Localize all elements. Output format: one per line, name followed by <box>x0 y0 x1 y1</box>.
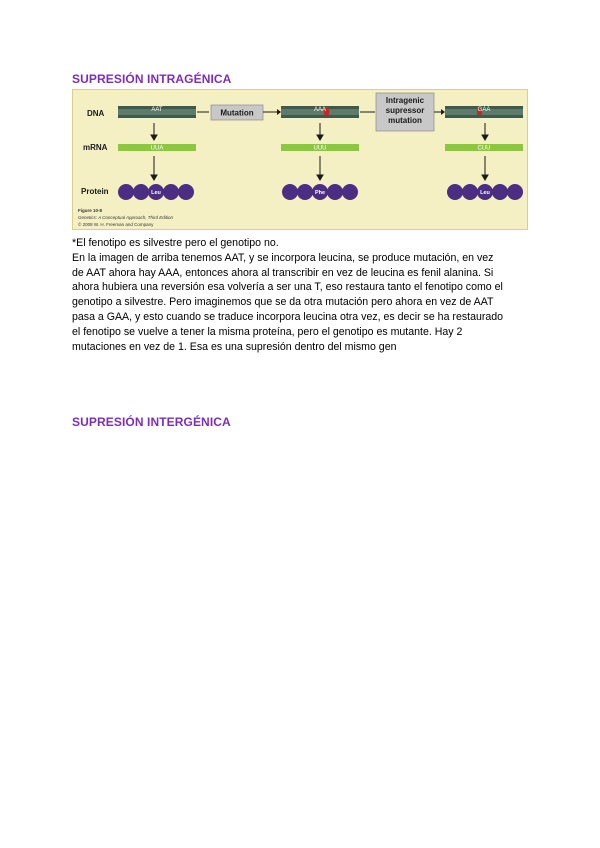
suppression-figure <box>72 89 528 230</box>
dna-bar-3 <box>445 106 523 118</box>
protein-chain-1 <box>118 184 194 200</box>
protein-chain-2 <box>282 184 358 200</box>
label-protein: Protein <box>81 187 109 196</box>
caption-figure-number: Figure 10-8 <box>78 208 103 213</box>
dna-seq-1: AAT <box>151 107 163 113</box>
arrows-transcription <box>151 123 488 140</box>
mrna-bar-1 <box>118 144 196 152</box>
heading-intergenic-suppression: SUPRESIÓN INTERGÉNICA <box>72 415 231 429</box>
paragraph-line: ahora hubiera una reversión esa volvería a ser una T, eso restaura tanto el fenotipo como el <box>72 281 503 294</box>
mutation-box <box>211 105 263 120</box>
amino-acid-1: Leu <box>151 190 161 196</box>
protein-chain-3 <box>447 184 523 200</box>
caption-book: Genetics: A Conceptual Approach, Third Edition <box>78 215 174 220</box>
caption-copyright: © 2008 W. H. Freeman and Company <box>78 222 154 227</box>
suppressor-line-2: supressor <box>385 106 425 115</box>
paragraph-line: genotipo a silvestre. Pero imaginemos que se da otra mutación pero ahora en vez de AAT <box>72 296 494 309</box>
label-dna: DNA <box>87 109 105 118</box>
paragraph-line: de AAT ahora hay AAA, entonces ahora al transcribir en vez de leucina es fenil alanina. Si <box>72 266 494 279</box>
paragraph-line: el fenotipo se vuelve a tener la misma proteína, pero el genotipo es mutante. Hay 2 <box>72 325 463 338</box>
intragenic-suppressor-box <box>376 93 434 131</box>
dna-bar-2 <box>281 106 359 118</box>
mrna-seq-1: UUA <box>150 145 164 152</box>
suppressor-line-1: Intragenic <box>385 96 425 105</box>
arrows-translation <box>151 156 488 180</box>
explanation-text <box>72 236 534 354</box>
paragraph-line: mutaciones en vez de 1. Esa es una supresión dentro del mismo gen <box>72 340 397 353</box>
paragraph-line: En la imagen de arriba tenemos AAT, y se incorpora leucina, se produce mutación, en vez <box>72 251 494 264</box>
figure-diagram <box>73 90 529 231</box>
note-line: *El fenotipo es silvestre pero el genotipo no. <box>72 237 279 249</box>
amino-acid-2: Phe <box>314 190 326 196</box>
label-mrna: mRNA <box>83 143 108 152</box>
paragraph-line: pasa a GAA, y esto cuando se traduce incorpora leucina otra vez, es decir se ha restaurado <box>72 310 504 323</box>
amino-acid-3: Leu <box>480 190 490 196</box>
dna-bar-1 <box>118 106 196 118</box>
dna-seq-3: GAA <box>477 107 491 113</box>
mrna-bar-2 <box>281 144 359 152</box>
suppressor-line-3: mutation <box>388 116 422 125</box>
dna-seq-2: AAA <box>313 107 327 113</box>
mrna-bar-3 <box>445 144 523 152</box>
mrna-seq-3: CUU <box>477 145 491 152</box>
heading-intragenic-suppression: SUPRESIÓN INTRAGÉNICA <box>72 72 232 86</box>
mrna-seq-2: UUU <box>313 145 327 152</box>
mutation-label: Mutation <box>220 108 254 118</box>
